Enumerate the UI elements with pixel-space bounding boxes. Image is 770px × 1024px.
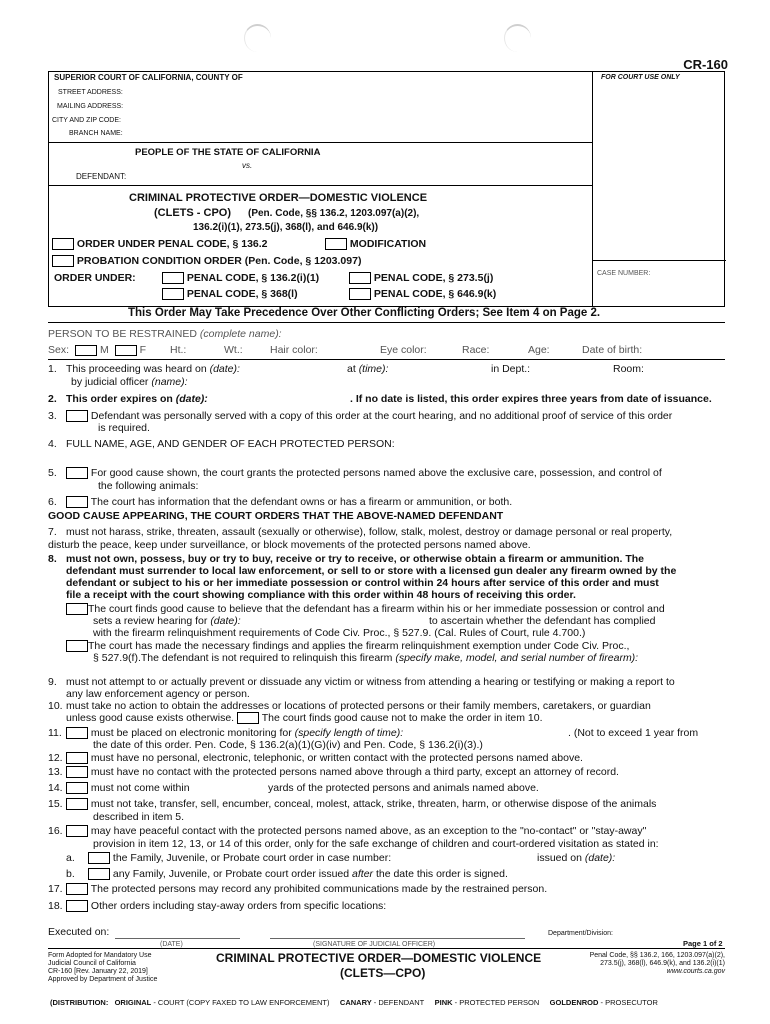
pc-273-label: PENAL CODE, § 273.5(j): [373, 272, 494, 284]
court-use-label: FOR COURT USE ONLY: [601, 74, 680, 81]
checkbox-item-16b[interactable]: [88, 868, 110, 880]
restrained-label: PERSON TO BE RESTRAINED: [48, 328, 197, 340]
checkbox-modification[interactable]: [325, 238, 347, 250]
order-title-codes-2: 136.2(i)(1), 273.5(j), 368(l), and 646.9(k)): [193, 222, 379, 233]
statutory-codes: Penal Code, §§ 136.2, 166, 1203.097(a)(2), 273.5(j), 368(l), 646.9(k), and 136.2(i)(1) www.courts.ca.gov: [589, 952, 725, 975]
date-caption: (DATE): [160, 941, 183, 948]
dob-field[interactable]: Date of birth:: [582, 344, 643, 356]
pc-136i-label: PENAL CODE, § 136.2(i)(1): [186, 272, 320, 284]
vs-label: vs.: [242, 161, 253, 170]
restrained-person-box: PERSON TO BE RESTRAINED (complete name): Sex: M F Ht.: Wt.: Hair color: Eye color: Race: Age: Date of birth:: [48, 322, 725, 360]
signature-caption: (SIGNATURE OF JUDICIAL OFFICER): [313, 941, 436, 948]
checkbox-item-15[interactable]: [66, 798, 88, 810]
branch-name-field[interactable]: BRANCH NAME:: [69, 130, 123, 137]
people-label: PEOPLE OF THE STATE OF CALIFORNIA: [135, 147, 321, 158]
room-field[interactable]: Room:: [613, 363, 644, 375]
checkbox-probation[interactable]: [52, 255, 74, 267]
footer-title: CRIMINAL PROTECTIVE ORDER—DOMESTIC VIOLENCE: [216, 951, 542, 965]
city-zip-field[interactable]: CITY AND ZIP CODE:: [52, 117, 121, 124]
weight-field[interactable]: Wt.:: [224, 344, 243, 356]
pc-646-label: PENAL CODE, § 646.9(k): [373, 288, 497, 300]
page-number: Page 1 of 2: [683, 939, 723, 948]
pc-368-label: PENAL CODE, § 368(l): [186, 288, 298, 300]
dept-field[interactable]: in Dept.:: [491, 363, 531, 375]
checkbox-item-3[interactable]: [66, 410, 88, 422]
mailing-address-field[interactable]: MAILING ADDRESS:: [57, 103, 124, 110]
order-under-label: ORDER UNDER:: [54, 272, 136, 284]
order-title-clets: (CLETS - CPO): [154, 207, 231, 219]
distribution-line: (DISTRIBUTION: ORIGINAL - COURT (COPY FAXED TO LAW ENFORCEMENT) CANARY - DEFENDANT PINK - PROTECTED PERSON GOLDENROD - PROSECUTOR: [50, 998, 658, 1007]
form-number: CR-160: [683, 57, 728, 72]
checkbox-item-11[interactable]: [66, 727, 88, 739]
checkbox-item-16[interactable]: [66, 825, 88, 837]
sex-label: Sex:: [48, 344, 70, 356]
hair-color-field[interactable]: Hair color:: [270, 344, 318, 356]
checkbox-item-17[interactable]: [66, 883, 88, 895]
footer-title-clets: (CLETS—CPO): [340, 966, 426, 980]
checkbox-item-8a[interactable]: [66, 603, 88, 615]
probation-label: PROBATION CONDITION ORDER (Pen. Code, § 1203.097): [76, 255, 362, 267]
eye-color-field[interactable]: Eye color:: [380, 344, 427, 356]
checkbox-136[interactable]: [52, 238, 74, 250]
checkbox-item-12[interactable]: [66, 752, 88, 764]
order-136-label: ORDER UNDER PENAL CODE, § 136.2: [76, 238, 268, 250]
court-heading: SUPERIOR COURT OF CALIFORNIA, COUNTY OF: [54, 73, 243, 82]
checkbox-273[interactable]: [349, 272, 371, 284]
race-field[interactable]: Race:: [462, 344, 490, 356]
street-address-field[interactable]: STREET ADDRESS:: [58, 89, 123, 96]
checkbox-male[interactable]: [75, 345, 97, 356]
precedence-notice: This Order May Take Precedence Over Other Conflicting Orders; See Item 4 on Page 2.: [128, 307, 601, 319]
age-field[interactable]: Age:: [528, 344, 550, 356]
checkbox-female[interactable]: [115, 345, 137, 356]
height-field[interactable]: Ht.:: [170, 344, 187, 356]
caption-box: [48, 71, 725, 307]
checkbox-item-10[interactable]: [237, 712, 259, 724]
checkbox-item-8b[interactable]: [66, 640, 88, 652]
checkbox-136i[interactable]: [162, 272, 184, 284]
defendant-field[interactable]: DEFENDANT:: [76, 172, 127, 181]
case-number-field[interactable]: CASE NUMBER:: [597, 270, 651, 277]
punch-hole-right: [504, 24, 531, 52]
good-cause-heading: GOOD CAUSE APPEARING, THE COURT ORDERS THAT THE ABOVE-NAMED DEFENDANT: [48, 510, 504, 522]
order-title: CRIMINAL PROTECTIVE ORDER—DOMESTIC VIOLENCE: [129, 192, 428, 204]
adoption-info: Form Adopted for Mandatory Use Judicial Council of California CR-160 [Rev. January 22, 2019] Approved by Department of Justice: [48, 952, 158, 983]
checkbox-item-18[interactable]: [66, 900, 88, 912]
caption-divider: [592, 72, 593, 306]
checkbox-item-14[interactable]: [66, 782, 88, 794]
checkbox-646[interactable]: [349, 288, 371, 300]
order-title-codes: (Pen. Code, §§ 136.2, 1203.097(a)(2),: [248, 208, 420, 219]
executed-on-label: Executed on:: [48, 926, 110, 938]
checkbox-item-13[interactable]: [66, 766, 88, 778]
department-division-field[interactable]: Department/Division:: [548, 930, 613, 937]
checkbox-item-5[interactable]: [66, 467, 88, 479]
checkbox-item-16a[interactable]: [88, 852, 110, 864]
checkbox-item-6[interactable]: [66, 496, 88, 508]
modification-label: MODIFICATION: [349, 238, 427, 250]
checkbox-368[interactable]: [162, 288, 184, 300]
punch-hole-left: [244, 24, 271, 52]
